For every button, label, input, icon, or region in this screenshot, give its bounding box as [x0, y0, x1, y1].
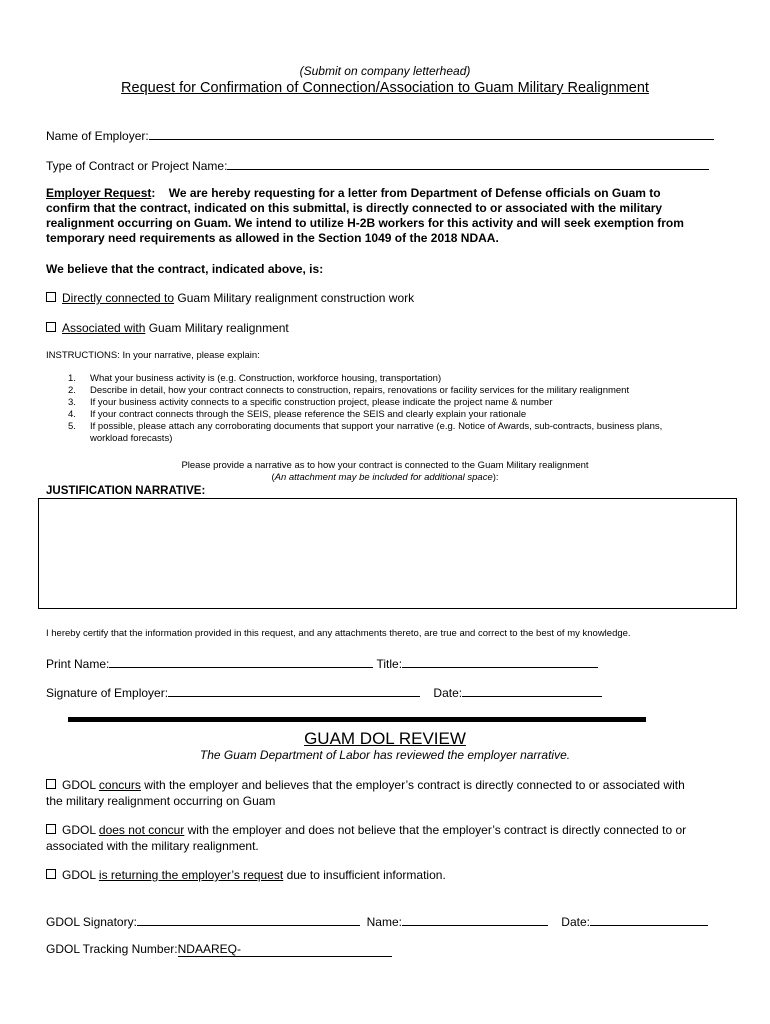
- attachment-note-open: (: [271, 472, 275, 483]
- review-option-not-concur-line2: associated with the military realignment.: [46, 839, 259, 853]
- opt-not-concur-rest: with the employer and does not believe that the employer’s contract is directly connected to or: [184, 823, 687, 837]
- title-label: Title:: [376, 657, 403, 671]
- date-label: Date:: [433, 686, 463, 700]
- review-subtitle: The Guam Department of Labor has reviewed the employer narrative.: [199, 748, 571, 762]
- request-line-1: [46, 186, 661, 200]
- employer-name-input[interactable]: [149, 127, 714, 140]
- gdol-tracking-input[interactable]: [178, 942, 392, 957]
- attachment-note-italic: An attachment may be included for additional space: [274, 472, 493, 483]
- instruction-number: 4.: [68, 409, 76, 420]
- request-line-4: temporary need requirements as allowed in the Section 1049 of the 2018 NDAA.: [46, 231, 499, 245]
- gdol-date-label: Date:: [561, 915, 590, 929]
- checkbox-directly-connected[interactable]: [46, 292, 56, 302]
- gdol-date-input[interactable]: [590, 913, 708, 926]
- attachment-note-close: ):: [492, 472, 499, 483]
- instruction-text-continuation: workload forecasts): [90, 433, 173, 444]
- checkbox-does-not-concur[interactable]: [46, 824, 56, 834]
- checkbox-returning[interactable]: [46, 869, 56, 879]
- opt-returning-rest: due to insufficient information.: [283, 868, 446, 882]
- narrative-prompt: Please provide a narrative as to how your contract is connected to the Guam Military realignment: [181, 460, 589, 471]
- option-directly-rest: Guam Military realignment construction work: [174, 291, 415, 305]
- instruction-number: 1.: [68, 373, 76, 384]
- contract-name-label: Type of Contract or Project Name:: [46, 159, 228, 173]
- option-directly-underlined: Directly connected to: [62, 291, 175, 305]
- option-associated-rest: Guam Military realignment: [145, 321, 289, 335]
- belief-option-directly[interactable]: [46, 291, 414, 305]
- review-option-concurs[interactable]: [46, 778, 685, 792]
- instruction-text: If possible, please attach any corroborating documents that support your narrative (e.g. Notice of Awards, sub-contracts, business plans,: [90, 421, 663, 432]
- instruction-number: 2.: [68, 385, 76, 396]
- instruction-text: What your business activity is (e.g. Construction, workforce housing, transportation): [90, 373, 442, 384]
- review-option-not-concur[interactable]: [46, 823, 686, 837]
- date-input[interactable]: [462, 684, 602, 697]
- review-title: GUAM DOL REVIEW: [304, 729, 466, 748]
- opt-not-concur-underlined: does not concur: [98, 823, 185, 837]
- employer-name-label: Name of Employer:: [46, 129, 149, 143]
- gdol-tracking-prefix: NDAAREQ-: [177, 942, 241, 956]
- gdol-name-input[interactable]: [402, 913, 548, 926]
- gdol-signatory-row: [46, 913, 708, 929]
- belief-heading: We believe that the contract, indicated above, is:: [46, 262, 324, 276]
- review-option-returning[interactable]: [46, 868, 446, 882]
- section-divider: [68, 717, 646, 722]
- request-line-2: confirm that the contract, indicated on this submittal, is directly connected to or associated with the military: [46, 201, 663, 215]
- signature-input[interactable]: [168, 684, 420, 697]
- option-associated-underlined: Associated with: [62, 321, 146, 335]
- contract-name-input[interactable]: [227, 157, 709, 170]
- instruction-text: If your business activity connects to a specific construction project, please indicate the project name & number: [90, 397, 553, 408]
- checkbox-associated-with[interactable]: [46, 322, 56, 332]
- form-title: Request for Confirmation of Connection/Association to Guam Military Realignment: [121, 80, 649, 96]
- letterhead-note: (Submit on company letterhead): [299, 64, 471, 78]
- opt-concurs-prefix: GDOL: [62, 778, 99, 792]
- print-name-row: [46, 655, 598, 671]
- request-colon: :: [151, 186, 156, 200]
- narrative-label: JUSTIFICATION NARRATIVE:: [46, 485, 206, 497]
- opt-concurs-rest: with the employer and believes that the employer’s contract is directly connected to or associated with: [140, 778, 685, 792]
- belief-option-associated[interactable]: [46, 321, 289, 335]
- opt-returning-underlined: is returning the employer’s request: [98, 868, 284, 882]
- gdol-signatory-input[interactable]: [137, 913, 360, 926]
- request-label: Employer Request: [46, 186, 152, 200]
- instruction-number: 5.: [68, 421, 76, 432]
- instruction-number: 3.: [68, 397, 76, 408]
- opt-returning-prefix: GDOL: [62, 868, 99, 882]
- request-line-3: realignment occurring on Guam. We intend to utilize H-2B workers for this activity and will seek exemption from: [46, 216, 684, 230]
- justification-narrative-textarea[interactable]: [38, 498, 737, 609]
- certification-statement: I hereby certify that the information provided in this request, and any attachments thereto, are true and correct to the best of my knowledge.: [46, 628, 631, 639]
- request-text-1: We are hereby requesting for a letter from Department of Defense officials on Guam to: [168, 186, 661, 200]
- instruction-text: Describe in detail, how your contract connects to construction, repairs, renovations or facility services for the military realignment: [90, 385, 630, 396]
- instructions-heading: INSTRUCTIONS: In your narrative, please explain:: [46, 350, 260, 361]
- gdol-name-label: Name:: [366, 915, 402, 929]
- signature-row: [46, 684, 602, 700]
- gdol-tracking-label: GDOL Tracking Number:: [46, 942, 178, 956]
- title-input[interactable]: [402, 655, 598, 668]
- contract-name-row: [46, 157, 709, 173]
- opt-concurs-underlined: concurs: [98, 778, 141, 792]
- signature-label: Signature of Employer:: [46, 686, 169, 700]
- print-name-label: Print Name:: [46, 657, 110, 671]
- gdol-signatory-label: GDOL Signatory:: [46, 915, 137, 929]
- employer-name-row: [46, 127, 714, 143]
- gdol-tracking-row: [46, 942, 392, 957]
- review-option-concurs-line2: the military realignment occurring on Guam: [46, 794, 276, 808]
- attachment-note: [0, 472, 770, 483]
- opt-not-concur-prefix: GDOL: [62, 823, 99, 837]
- checkbox-concurs[interactable]: [46, 779, 56, 789]
- print-name-input[interactable]: [109, 655, 373, 668]
- instruction-text: If your contract connects through the SEIS, please reference the SEIS and clearly explain your rationale: [90, 409, 527, 420]
